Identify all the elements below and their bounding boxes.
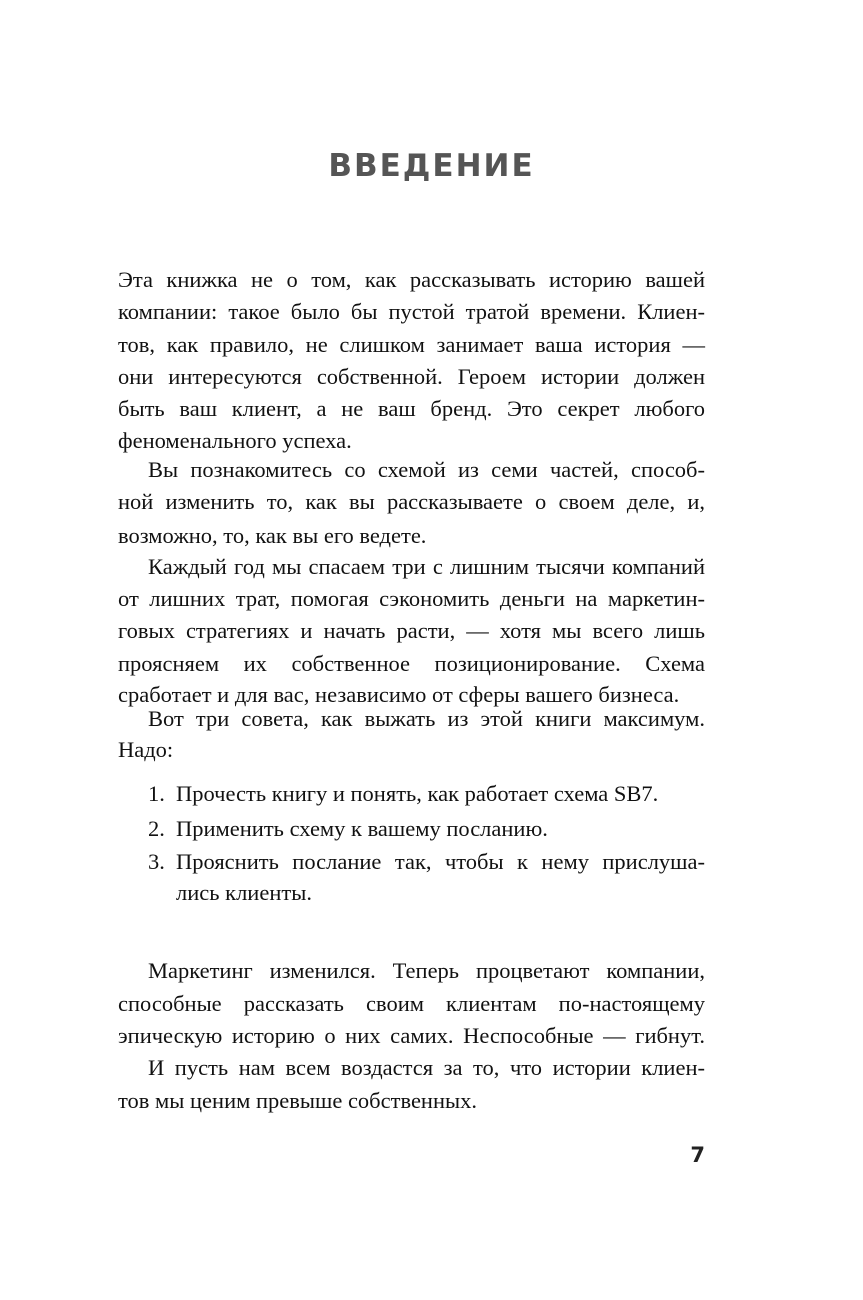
list-number: 2. [148, 816, 165, 841]
list-item-continuation: лись клиенты. [176, 880, 312, 905]
text-line: проясняем их собственное позиционирование. Схема [118, 651, 705, 676]
list-item-text: Прояснить послание так, чтобы к нему прислуша- [176, 849, 705, 874]
text-line: эпическую историю о них самих. Неспособные — гибнут. [118, 1023, 705, 1048]
text-line: Маркетинг изменился. Теперь процветают компании, [148, 958, 705, 983]
text-line: ной изменить то, как вы рассказываете о своем деле, и, [118, 489, 705, 514]
list-item-text: Прочесть книгу и понять, как работает схема SB7. [176, 781, 659, 806]
text-line: тов мы ценим превыше собственных. [118, 1088, 478, 1113]
list-item-text: Применить схему к вашему посланию. [176, 816, 548, 841]
text-line: говых стратегиях и начать расти, — хотя мы всего лишь [118, 618, 705, 643]
text-line: способные рассказать своим клиентам по-настоящему [118, 991, 705, 1016]
text-line: сработает и для вас, независимо от сферы вашего бизнеса. [118, 682, 680, 707]
text-line: возможно, то, как вы его ведете. [118, 523, 427, 548]
text-line: И пусть нам всем воздастся за то, что истории клиен- [148, 1055, 705, 1080]
text-line: феноменального успеха. [118, 428, 352, 453]
text-line: Эта книжка не о том, как рассказывать историю вашей [118, 267, 705, 292]
list-item [148, 847, 705, 877]
text-line: от лишних трат, помогая сэкономить деньги на маркетин- [118, 586, 705, 611]
text-line: тов, как правило, не слишком занимает ваша история — [118, 332, 705, 357]
list-number: 1. [148, 781, 165, 806]
text-line: Вот три совета, как выжать из этой книги максимум. [148, 706, 705, 731]
text-line: компании: такое было бы пустой тратой времени. Клиен- [118, 299, 705, 324]
chapter-title: ВВЕДЕНИЕ [328, 148, 535, 184]
text-line: они интересуются собственной. Героем истории должен [118, 364, 705, 389]
text-line: Надо: [118, 737, 174, 762]
list-item [148, 814, 705, 844]
text-line: Вы познакомитесь со схемой из семи частей, способ- [148, 457, 705, 482]
text-line: быть ваш клиент, а не ваш бренд. Это секрет любого [118, 396, 705, 421]
text-line: Каждый год мы спасаем три с лишним тысячи компаний [148, 554, 705, 579]
list-number: 3. [148, 849, 165, 874]
page-number: 7 [690, 1143, 705, 1167]
list-item [148, 779, 705, 809]
